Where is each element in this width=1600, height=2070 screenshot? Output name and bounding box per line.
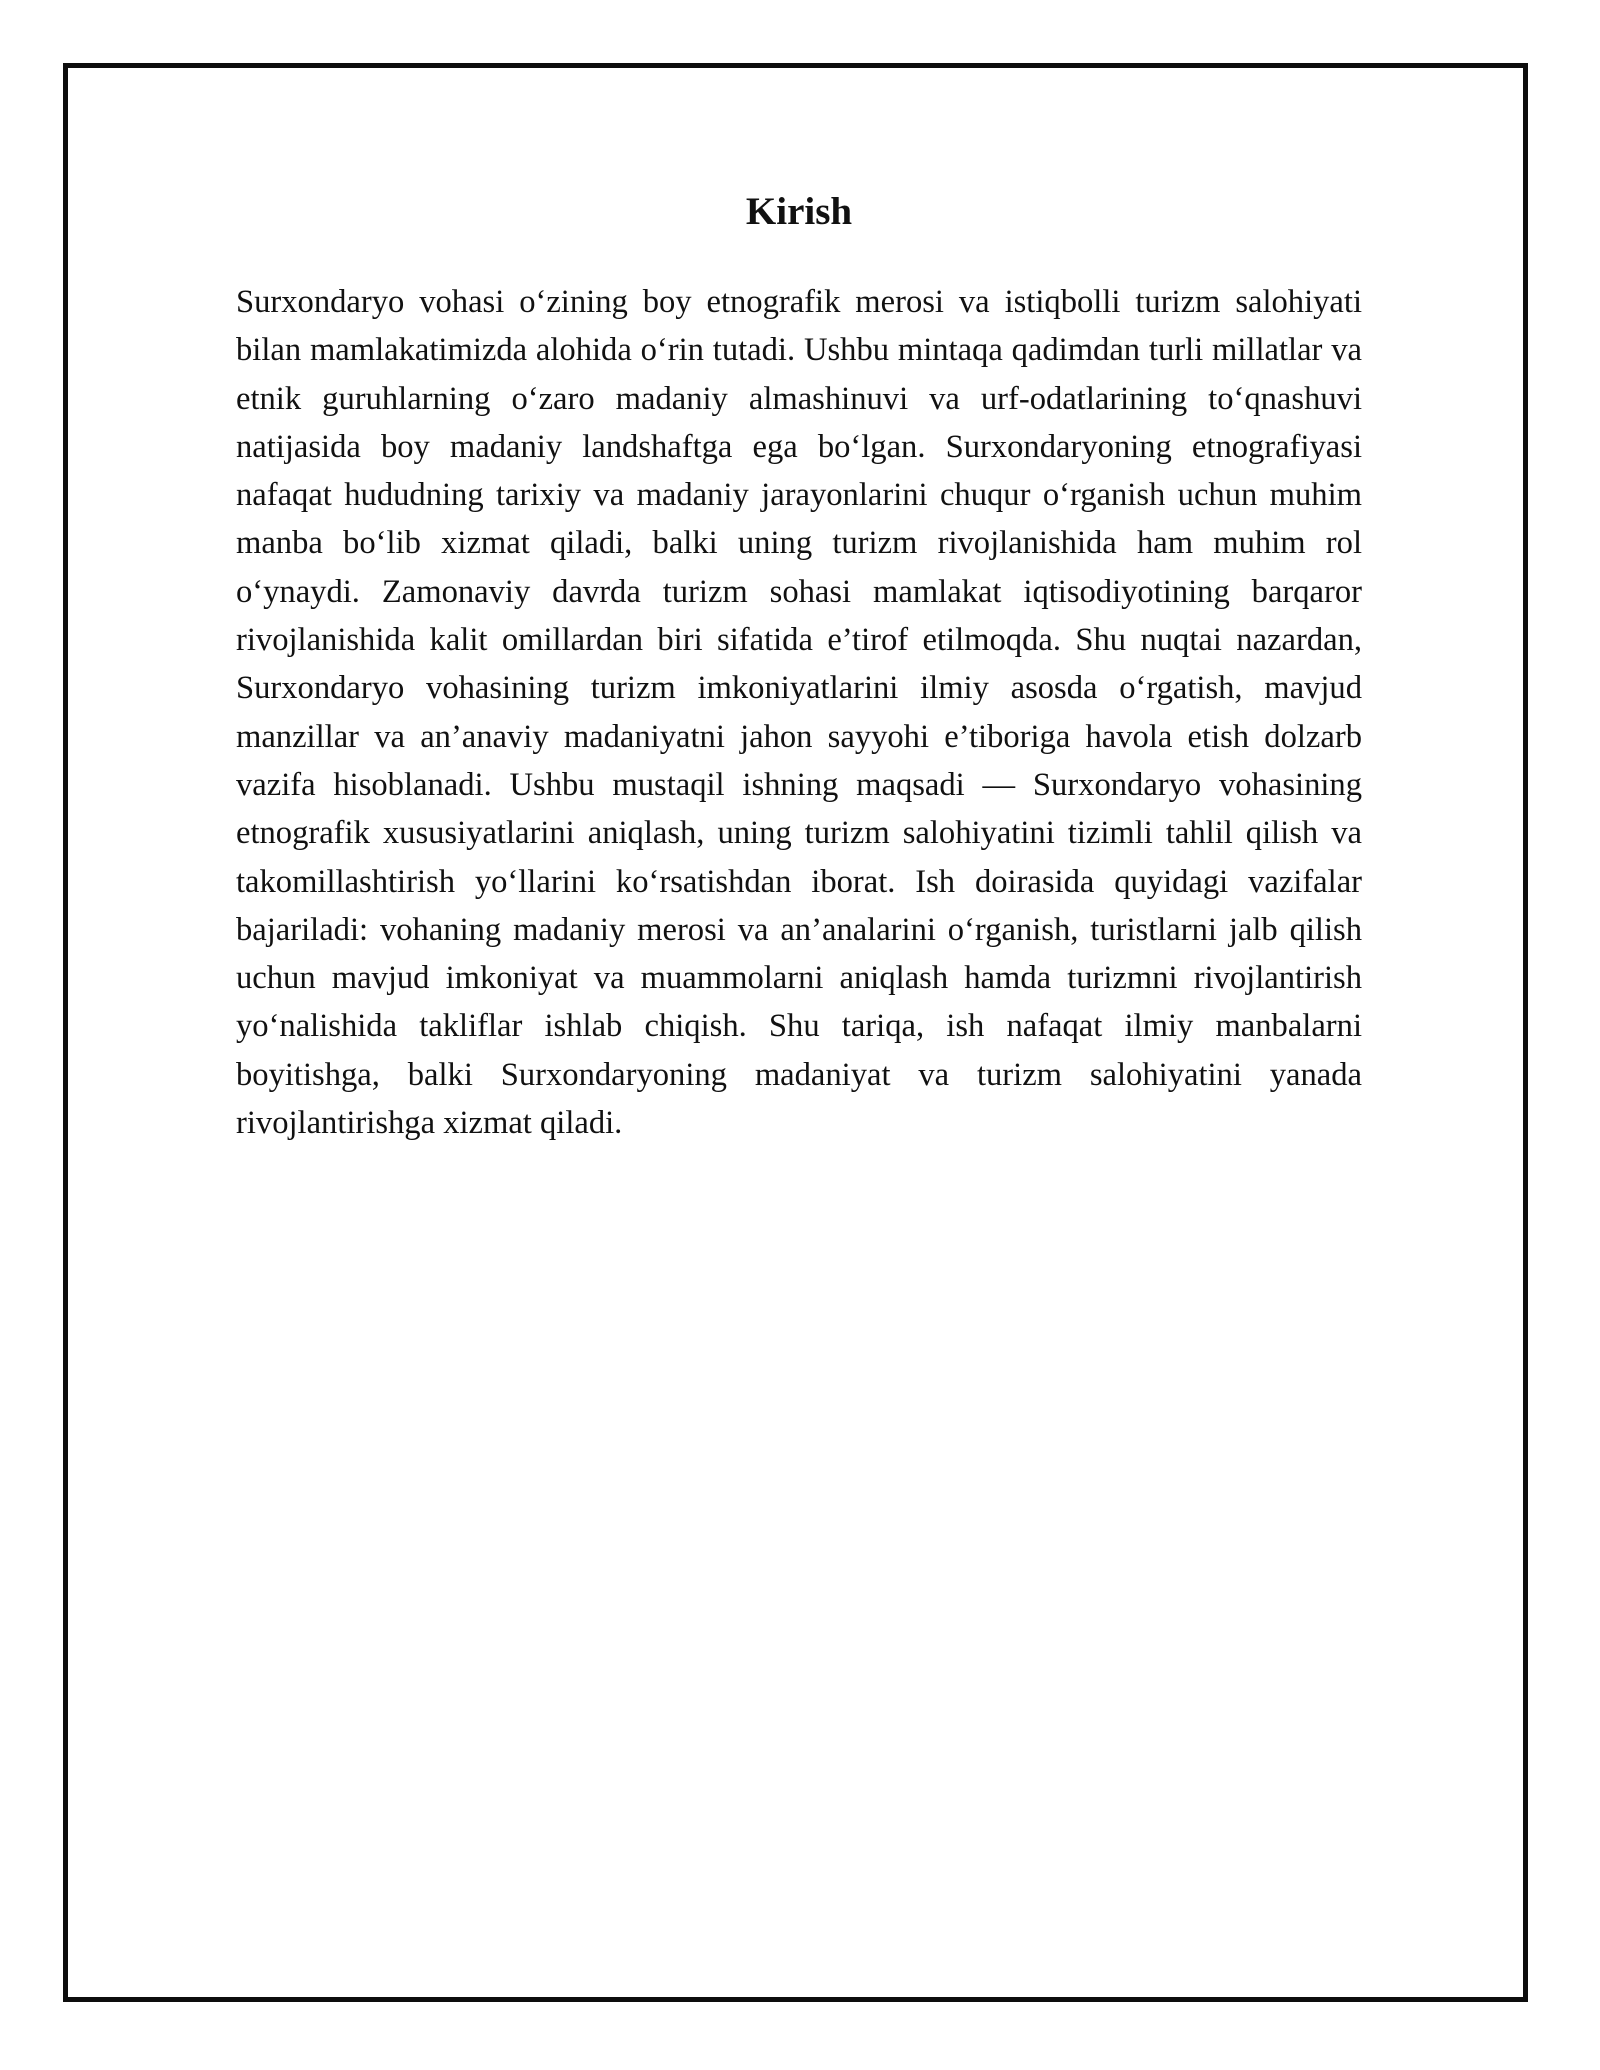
introduction-paragraph: Surxondaryo vohasi o‘zining boy etnografik merosi va istiqbolli turizm salohiyati bilan mamlakatimizda alohida o‘rin tutadi. Ushbu mintaqa qadimdan turli millatlar va etnik guruhlarning o‘zaro madaniy almashinuvi va urf-odatlarining to‘qnashuvi natijasida boy madaniy landshaftga ega bo‘lgan. Surxondaryoning etnografiyasi nafaqat hududning tarixiy va madaniy jarayonlarini chuqur o‘rganish uchun muhim manba bo‘lib xizmat qiladi, balki uning turizm rivojlanishida ham muhim rol o‘ynaydi. Zamonaviy davrda turizm sohasi mamlakat iqtisodiyotining barqaror rivojlanishida kalit omillardan biri sifatida e’tirof etilmoqda. Shu nuqtai nazardan, Surxondaryo vohasining turizm imkoniyatlarini ilmiy asosda o‘rgatish, mavjud manzillar va an’anaviy madaniyatni jahon sayyohi e’tiboriga havola etish dolzarb vazifa hisoblanadi. Ushbu mustaqil ishning maqsadi — Surxondaryo vohasining etnografik xususiyatlarini aniqlash, uning turizm salohiyatini tizimli tahlil qilish va takomillashtirish yo‘llarini ko‘rsatishdan iborat. Ish doirasida quyidagi vazifalar bajariladi: vohaning madaniy merosi va an’analarini o‘rganish, turistlarni jalb qilish uchun mavjud imkoniyat va muammolarni aniqlash hamda turizmni rivojlantirish yo‘nalishida takliflar ishlab chiqish. Shu tariqa, ish nafaqat ilmiy manbalarni boyitishga, balki Surxondaryoning madaniyat va turizm salohiyatini yanada rivojlantirishga xizmat qiladi. <box>236 284 1362 1142</box>
page-title: Kirish <box>745 190 853 233</box>
document-body <box>236 186 1362 1147</box>
